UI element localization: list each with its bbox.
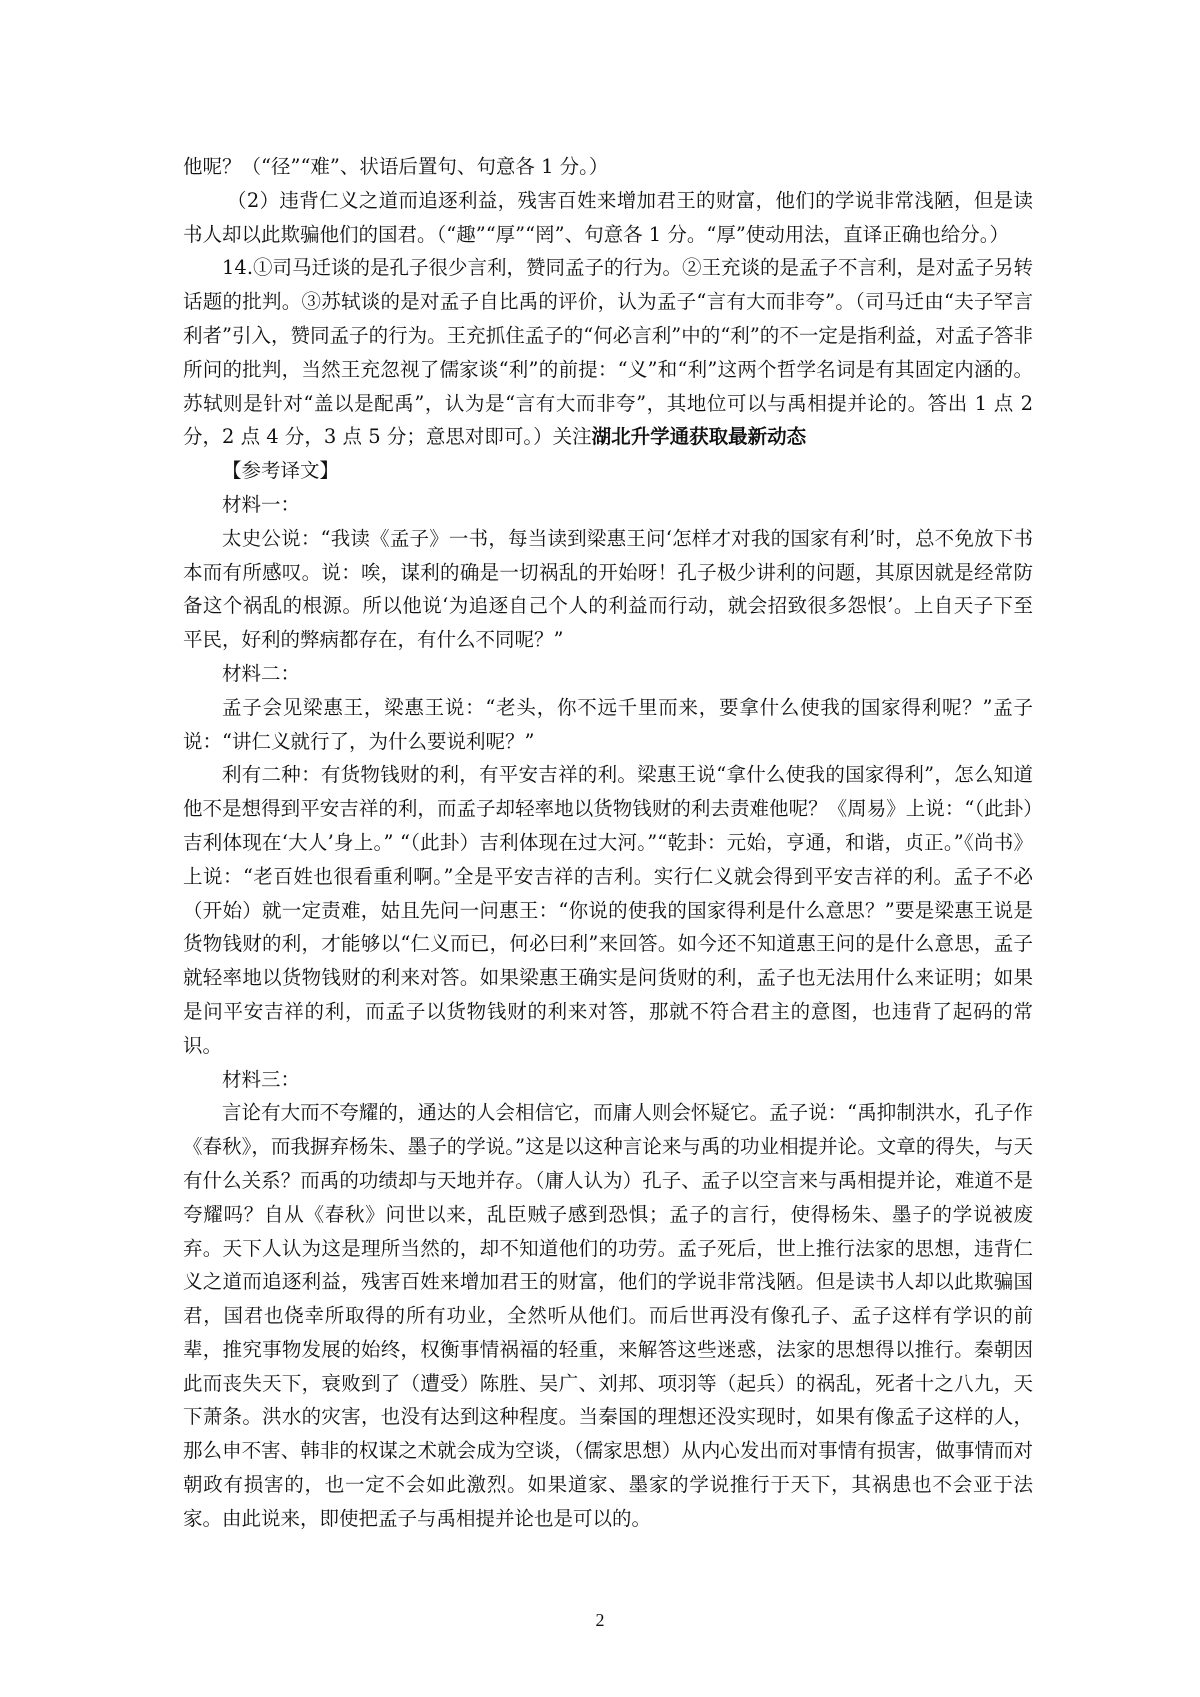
answer-13-2: （2）违背仁义之道而追逐利益，残害百姓来增加君王的财富，他们的学说非常浅陋，但是读书人却以此欺骗他们的国君。（“趣”“厚”“罔”、句意各 1 分。“厚”使动用法，直译正确也给分。）	[183, 188, 1033, 246]
material-2-label: 材料二：	[222, 661, 301, 685]
material-1-text: 太史公说：“我读《孟子》一书，每当读到梁惠王问‘怎样才对我的国家有利’时，总不免放下书本而有所感叹。说：唉，谋利的确是一切祸乱的开始呀！孔子极少讲利的问题，其原因就是经常防备这个祸乱的根源。所以他说‘为追逐自己个人的利益而行动，就会招致很多怨恨’。上自天子下至平民，好利的弊病都存在，有什么不同呢？”	[183, 526, 1033, 652]
translation-heading: 【参考译文】	[222, 459, 340, 483]
answer-14-note-bold: 湖北升学通获取最新动态	[591, 425, 807, 449]
answer-14	[183, 251, 1033, 454]
material-1-label: 材料一：	[222, 492, 301, 516]
page-number: 2	[595, 1610, 605, 1630]
material-3-label: 材料三：	[222, 1067, 301, 1091]
material-3-text: 言论有大而不夸耀的，通达的人会相信它，而庸人则会怀疑它。孟子说：“禹抑制洪水，孔子作《春秋》，而我摒弃杨朱、墨子的学说。”这是以这种言论来与禹的功业相提并论。文章的得失，与天有什么关系？而禹的功绩却与天地并存。（庸人认为）孔子、孟子以空言来与禹相提并论，难道不是夸耀吗？自从《春秋》问世以来，乱臣贼子感到恐惧；孟子的言行，使得杨朱、墨子的学说被废弃。天下人认为这是理所当然的，却不知道他们的功劳。孟子死后，世上推行法家的思想，违背仁义之道而追逐利益，残害百姓来增加君王的财富，他们的学说非常浅陋。但是读书人却以此欺骗国君，国君也侥幸所取得的所有功业，全然听从他们。而后世再没有像孔子、孟子这样有学识的前辈，推究事物发展的始终，权衡事情祸福的轻重，来解答这些迷惑，法家的思想得以推行。秦朝因此而丧失天下，衰败到了（遭受）陈胜、吴广、刘邦、项羽等（起兵）的祸乱，死者十之八九，天下萧条。洪水的灾害，也没有达到这种程度。当秦国的理想还没实现时，如果有像孟子这样的人，那么申不害、韩非的权谋之术就会成为空谈，（儒家思想）从内心发出而对事情有损害，做事情而对朝政有损害的，也一定不会如此激烈。如果道家、墨家的学说推行于天下，其祸患也不会亚于法家。由此说来，即使把孟子与禹相提并论也是可以的。	[183, 1101, 1033, 1530]
material-2-paragraph-1: 孟子会见梁惠王，梁惠王说：“老头，你不远千里而来，要拿什么使我的国家得利呢？”孟子说：“讲仁义就行了，为什么要说利呢？”	[183, 695, 1033, 753]
answer-14-text: 14.①司马迁谈的是孔子很少言利，赞同孟子的行为。②王充谈的是孟子不言利，是对孟子另转话题的批判。③苏轼谈的是对孟子自比禹的评价，认为孟子“言有大而非夸”。（司马迁由“夫子罕言利者”引入，赞同孟子的行为。王充抓住孟子的“何必言利”中的“利”的不一定是指利益，对孟子答非所问的批判，当然王充忽视了儒家谈“利”的前提：“义”和“利”这两个哲学名词是有其固定内涵的。苏轼则是针对“盖以是配禹”，认为是“言有大而非夸”，其地位可以与禹相提并论的。答出 1 点 2 分，2 点 4 分，3 点 5 分；意思对即可。）	[183, 256, 1034, 449]
answer-14-note: 关注	[552, 425, 592, 449]
document-body	[183, 150, 1033, 1536]
answer-13-1-tail: 他呢？（“径”“难”、状语后置句、句意各 1 分。）	[183, 155, 609, 178]
material-2-paragraph-2: 利有二种：有货物钱财的利，有平安吉祥的利。梁惠王说“拿什么使我的国家得利”，怎么知道他不是想得到平安吉祥的利，而孟子却轻率地以货物钱财的利去责难他呢？《周易》上说：“（此卦）吉利体现在‘大人’身上。” “（此卦）吉利体现在过大河。”“乾卦：元始，亨通，和谐，贞正。”《尚书》上说：“老百姓也很看重利啊。”全是平安吉祥的吉利。实行仁义就会得到平安吉祥的利。孟子不必（开始）就一定责难，姑且先问一问惠王：“你说的使我的国家得利是什么意思？”要是梁惠王说是货物钱财的利，才能够以“仁义而已，何必曰利”来回答。如今还不知道惠王问的是什么意思，孟子就轻率地以货物钱财的利来对答。如果梁惠王确实是问货财的利，孟子也无法用什么来证明；如果是问平安吉祥的利，而孟子以货物钱财的利来对答，那就不符合君主的意图，也违背了起码的常识。	[183, 763, 1033, 1057]
